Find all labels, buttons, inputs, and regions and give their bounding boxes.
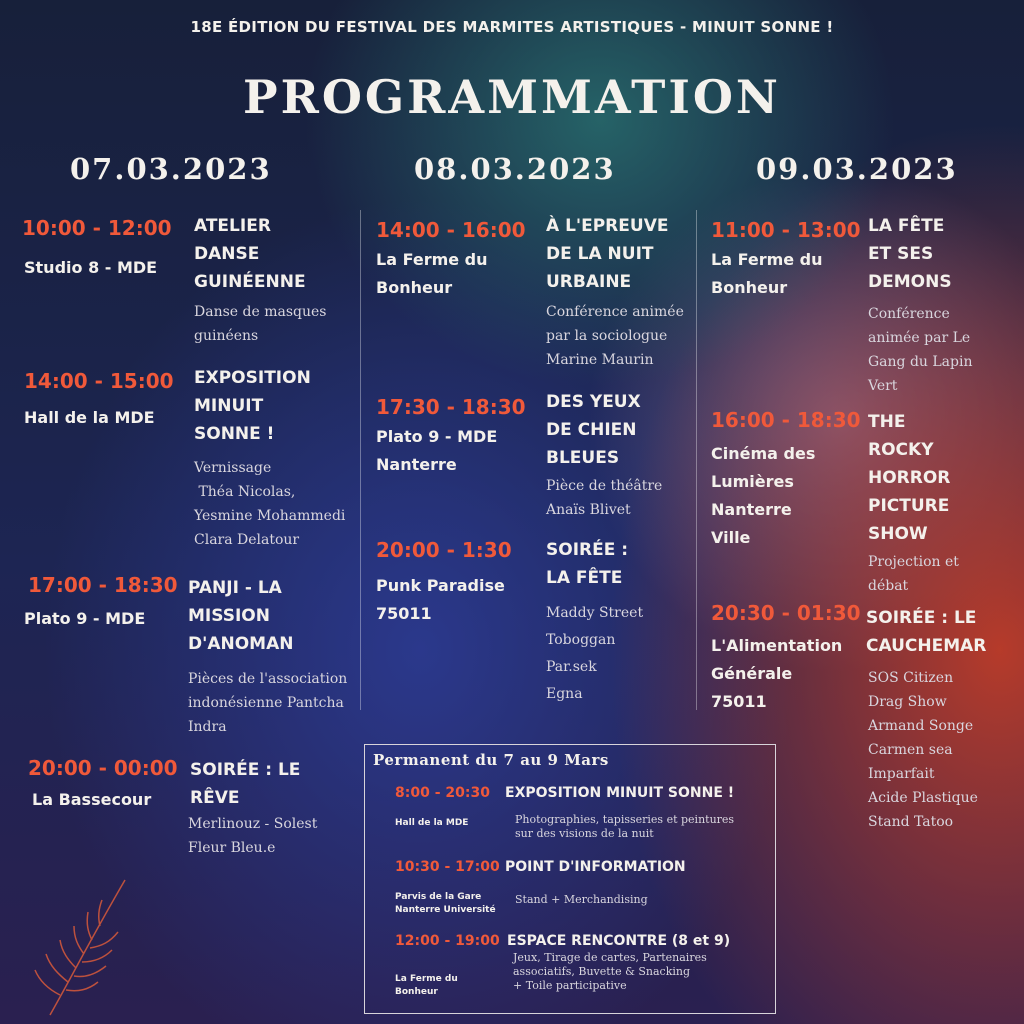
event-title: PANJI - LA MISSION D'ANOMAN bbox=[188, 578, 294, 654]
event-description: Projection et débat bbox=[868, 554, 959, 594]
event-time: 20:00 - 1:30 bbox=[376, 538, 512, 562]
event-description: Conférence animée par la sociologue Marine Maurin bbox=[546, 304, 684, 368]
page-title: PROGRAMMATION bbox=[243, 70, 781, 124]
fern-leaf-icon bbox=[30, 870, 140, 1020]
event-place: La Ferme du Bonheur bbox=[711, 250, 823, 297]
permanent-title: EXPOSITION MINUIT SONNE ! bbox=[505, 785, 735, 801]
permanent-description: Jeux, Tirage de cartes, Partenaires associatifs, Buvette & Snacking + Toile participative bbox=[513, 951, 707, 992]
permanent-place: La Ferme du Bonheur bbox=[395, 974, 458, 997]
event-time: 17:00 - 18:30 bbox=[28, 573, 178, 597]
event-time: 10:00 - 12:00 bbox=[22, 216, 172, 240]
event-time: 11:00 - 13:00 bbox=[711, 218, 861, 242]
event-place: Cinéma des Lumières Nanterre Ville bbox=[711, 444, 816, 547]
event-time: 16:00 - 18:30 bbox=[711, 408, 861, 432]
festival-edition-heading: 18E ÉDITION DU FESTIVAL DES MARMITES ARTISTIQUES - MINUIT SONNE ! bbox=[190, 18, 834, 36]
permanent-time: 12:00 - 19:00 bbox=[395, 933, 500, 949]
event-description: Maddy Street Toboggan Par.sek Egna bbox=[546, 605, 644, 702]
event-place: La Bassecour bbox=[32, 790, 152, 809]
event-title: SOIRÉE : LE CAUCHEMAR bbox=[866, 608, 987, 656]
event-title: À L'EPREUVE DE LA NUIT URBAINE bbox=[546, 216, 669, 292]
event-title: LA FÊTE ET SES DEMONS bbox=[868, 216, 952, 292]
event-description: Merlinouz - Solest Fleur Bleu.e bbox=[188, 816, 318, 856]
event-place: Plato 9 - MDE Nanterre bbox=[376, 427, 498, 474]
event-title: SOIRÉE : LE RÊVE bbox=[190, 760, 301, 808]
day-3-date: 09.03.2023 bbox=[756, 152, 958, 186]
event-place: Punk Paradise 75011 bbox=[376, 576, 505, 623]
event-place: Studio 8 - MDE bbox=[24, 258, 158, 277]
day-2-date: 08.03.2023 bbox=[414, 152, 616, 186]
event-title: DES YEUX DE CHIEN BLEUES bbox=[546, 392, 641, 468]
permanent-title: ESPACE RENCONTRE (8 et 9) bbox=[507, 933, 731, 949]
event-title: SOIRÉE : LA FÊTE bbox=[546, 540, 629, 588]
event-place: La Ferme du Bonheur bbox=[376, 250, 488, 297]
event-place: Hall de la MDE bbox=[24, 408, 155, 427]
permanent-place: Parvis de la Gare Nanterre Université bbox=[395, 892, 496, 915]
event-title: ATELIER DANSE GUINÉENNE bbox=[194, 216, 306, 292]
event-time: 14:00 - 15:00 bbox=[24, 369, 174, 393]
day-1-date: 07.03.2023 bbox=[70, 152, 272, 186]
permanent-time: 8:00 - 20:30 bbox=[395, 785, 490, 801]
permanent-description: Photographies, tapisseries et peintures sur des visions de la nuit bbox=[515, 813, 735, 840]
event-time: 20:30 - 01:30 bbox=[711, 601, 861, 625]
permanent-heading: Permanent du 7 au 9 Mars bbox=[373, 751, 609, 769]
event-time: 20:00 - 00:00 bbox=[28, 756, 178, 780]
event-description: Danse de masques guinéens bbox=[194, 304, 327, 344]
event-title: EXPOSITION MINUIT SONNE ! bbox=[194, 368, 311, 444]
permanent-time: 10:30 - 17:00 bbox=[395, 859, 500, 875]
permanent-events-box bbox=[364, 744, 776, 1014]
event-time: 17:30 - 18:30 bbox=[376, 395, 526, 419]
event-description: SOS Citizen Drag Show Armand Songe Carmen sea Imparfait Acide Plastique Stand Tatoo bbox=[868, 670, 978, 830]
column-divider bbox=[696, 210, 697, 710]
permanent-title: POINT D'INFORMATION bbox=[505, 859, 686, 875]
event-time: 14:00 - 16:00 bbox=[376, 218, 526, 242]
event-description: Conférence animée par Le Gang du Lapin Vert bbox=[868, 306, 973, 394]
event-title: THE ROCKY HORROR PICTURE SHOW bbox=[868, 412, 951, 544]
permanent-description: Stand + Merchandising bbox=[515, 893, 648, 906]
event-description: Pièce de théâtre Anaïs Blivet bbox=[546, 478, 663, 518]
event-description: Pièces de l'association indonésienne Pantcha Indra bbox=[188, 671, 348, 735]
event-place: L'Alimentation Générale 75011 bbox=[711, 636, 843, 711]
event-description: Vernissage Théa Nicolas, Yesmine Mohammedi Clara Delatour bbox=[194, 460, 346, 548]
event-place: Plato 9 - MDE bbox=[24, 609, 146, 628]
permanent-place: Hall de la MDE bbox=[395, 818, 469, 828]
column-divider bbox=[360, 210, 361, 710]
